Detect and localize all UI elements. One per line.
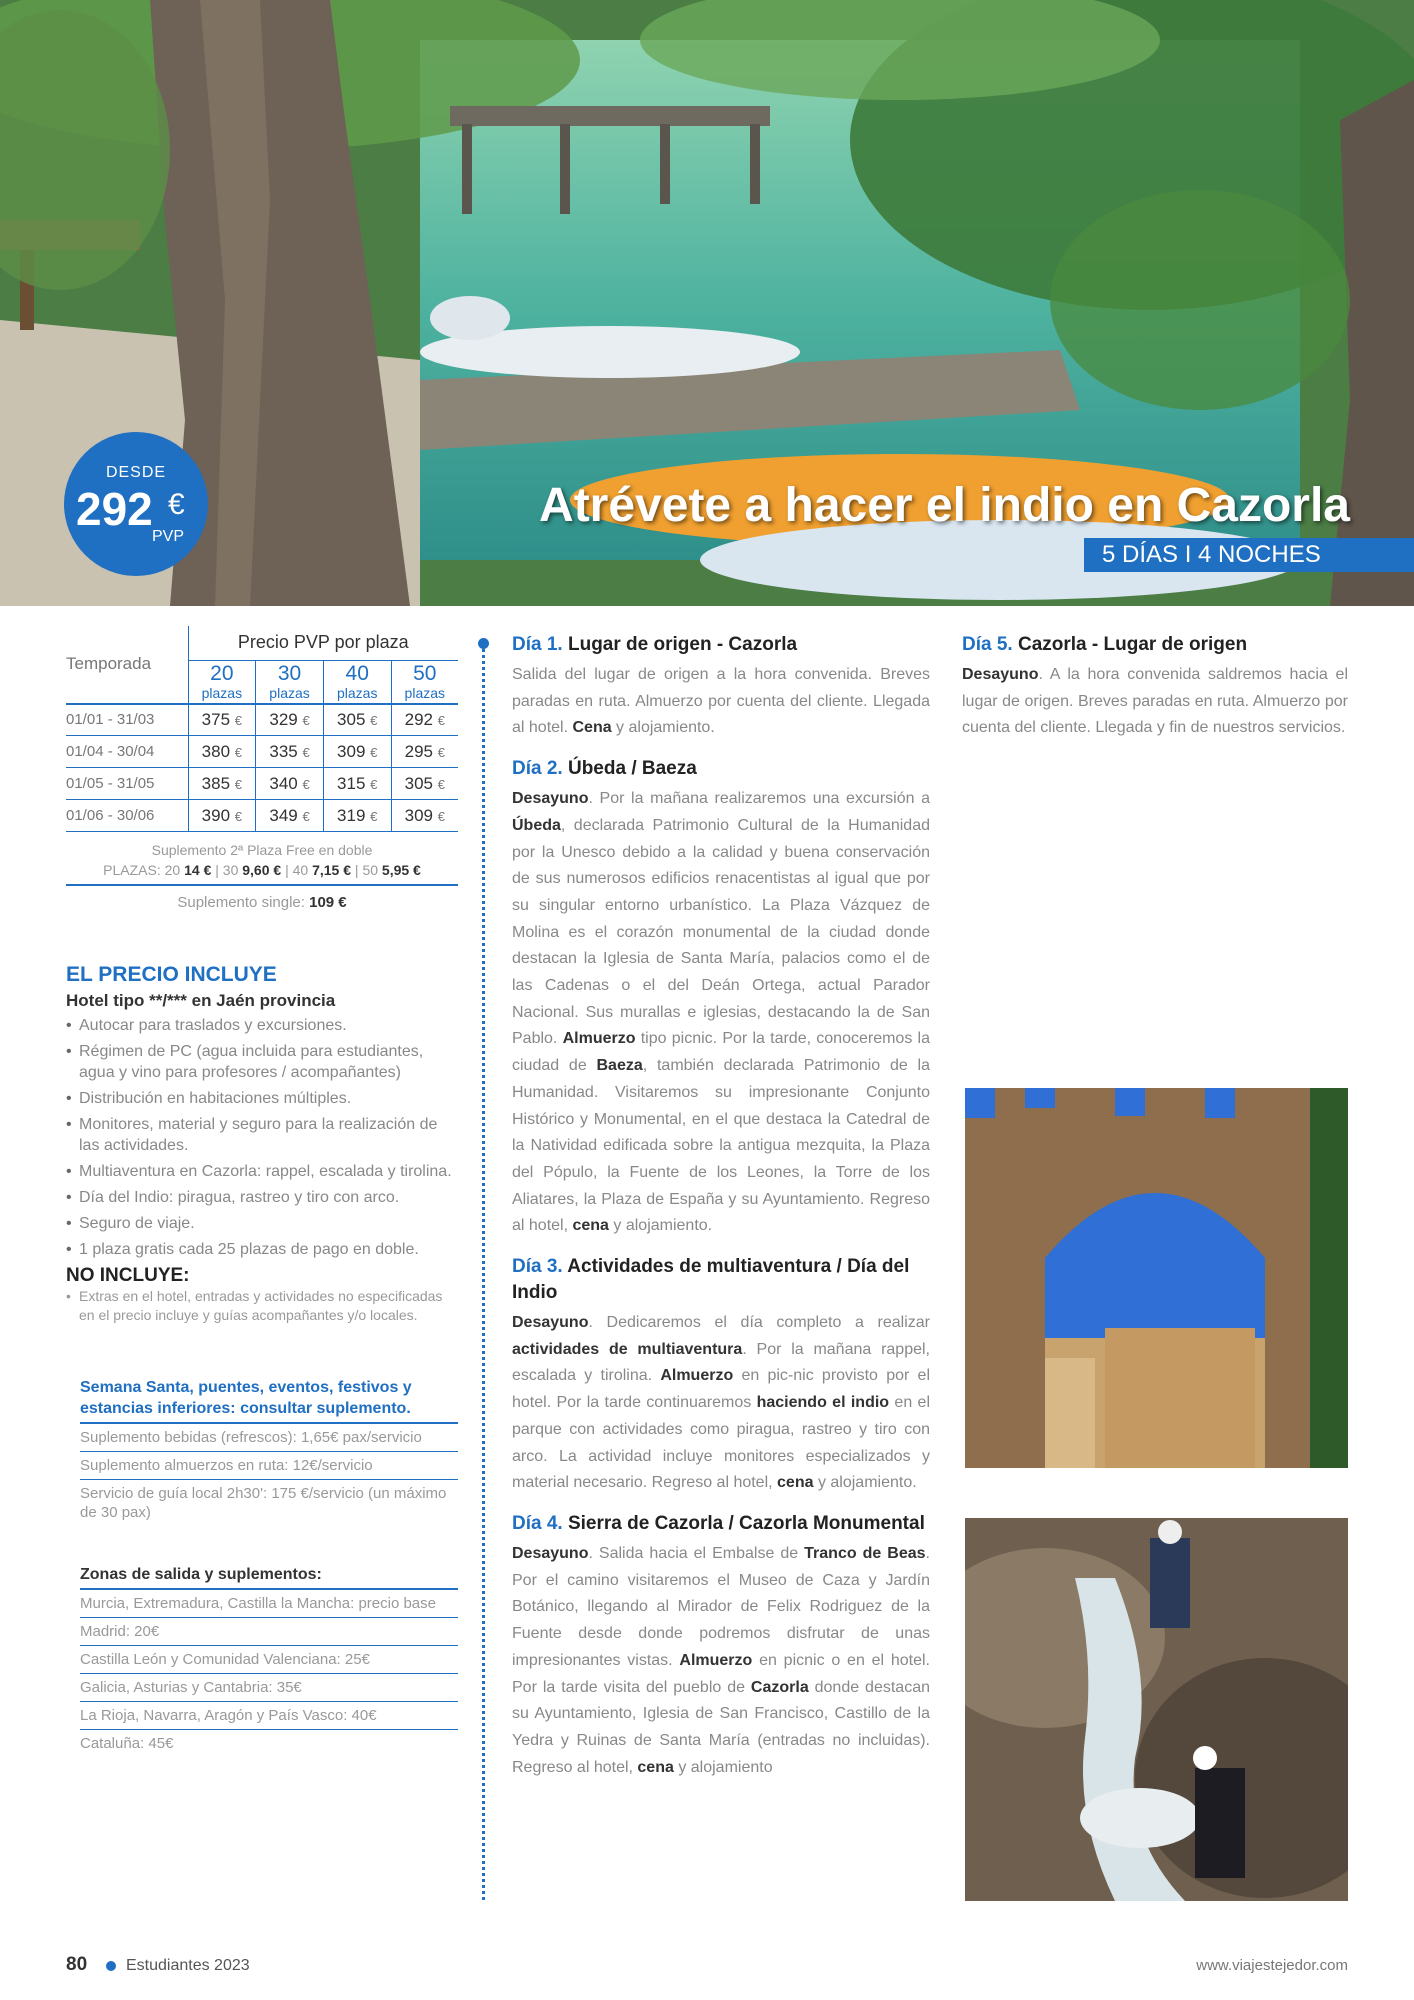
season-header: [66, 626, 188, 704]
table-row: [66, 768, 458, 800]
not-included-title: NO INCLUYE:: [66, 1265, 190, 1286]
column-number: 20: [210, 661, 234, 685]
list-item: • 1 plaza gratis cada 25 plazas de pago en doble.: [66, 1239, 458, 1260]
free-place-supplement: [66, 840, 458, 886]
column-label: plazas: [336, 684, 378, 701]
season-date: 01/05 - 31/05: [66, 768, 188, 800]
column-number: 40: [345, 661, 369, 685]
season-label: Temporada: [66, 654, 152, 674]
departure-zones: [66, 1566, 458, 1757]
plazas-supplement-line: PLAZAS: 20 14 € | 30 9,60 € | 40 7,15 € | 50 5,95 €: [66, 860, 458, 886]
list-item: • Régimen de PC (agua incluida para estudiantes, agua y vino para profesores / acompañantes): [66, 1041, 458, 1083]
badge-amount: 292: [76, 483, 153, 535]
day-description: Desayuno. Salida hacia el Embalse de Tranco de Beas. Por el camino visitaremos el Museo de Caza y Jardín Botánico, llegando al Mirador de Felix Rodriguez de la Fuente desde donde podremos disfrutar de unas impresionantes vistas. Almuerzo en picnic o en el hotel. Por la tarde visita del pueblo de Cazorla donde destacan su Ayuntamiento, Iglesia de San Francisco, Castillo de la Yedra y Ruinas de Santa María (entradas no incluidas). Regreso al hotel, cena y alojamiento: [512, 1544, 930, 1776]
price-cell: 340 €: [256, 768, 324, 800]
price-cell: 315 €: [323, 768, 391, 800]
day-description: Desayuno. Por la mañana realizaremos una excursión a Úbeda, declarada Patrimonio Cultural de la Humanidad por la Unesco debido a la calidad y buena conservación de sus numerosos edificios renacentistas al igual que por su singular entorno urbanístico. La Plaza Vázquez de Molina es el corazón monumental de la ciudad donde destacan la Iglesia de Santa María, palacios como el de las Cadenas o el del Deán Ortega, actual Parador Nacional. Sus murallas e iglesias, destacando la de San Pablo. Almuerzo tipo picnic. Por la tarde, conoceremos la ciudad de Baeza, también declarada Patrimonio de la Humanidad. Visitaremos su impresionante Conjunto Histórico y Monumental, en el que destaca la Catedral de la Natividad edificada sobre la antigua mezquita, la Plaza del Pópulo, la Fuente de los Leones, la Torre de los Aliatares, la Plaza de España y su Ayuntamiento. Regreso al hotel, cena y alojamiento.: [512, 790, 930, 1235]
badge-desde: DESDE: [105, 464, 167, 481]
day-title: Día 1. Lugar de origen - Cazorla: [512, 634, 798, 655]
list-item: • Autocar para traslados y excursiones.: [66, 1015, 458, 1036]
price-table-title: Precio PVP por plaza: [188, 626, 458, 660]
list-item: La Rioja, Navarra, Aragón y País Vasco: 40€: [80, 1702, 458, 1730]
photo-baeza-arch: [965, 1088, 1348, 1468]
price-cell: 335 €: [256, 736, 324, 768]
list-item: • Monitores, material y seguro para la realización de las actividades.: [66, 1114, 458, 1156]
day-title: Día 5. Cazorla - Lugar de origen: [962, 634, 1248, 655]
badge-pvp: PVP: [152, 528, 185, 545]
list-item: Galicia, Asturias y Cantabria: 35€: [80, 1674, 458, 1702]
price-cell: 385 €: [188, 768, 256, 800]
supplements-title: Semana Santa, puentes, eventos, festivos y estancias inferiores: consultar suplemento.: [80, 1377, 458, 1424]
day-title: Día 2. Úbeda / Baeza: [512, 758, 697, 780]
list-item: Servicio de guía local 2h30': 175 €/servicio (un máximo de 30 pax): [80, 1485, 447, 1521]
price-cell: 309 €: [323, 736, 391, 768]
list-item: • Distribución en habitaciones múltiples.: [66, 1088, 458, 1109]
hotel-type: Hotel tipo **/*** en Jaén provincia: [66, 991, 336, 1010]
price-cell: 319 €: [323, 800, 391, 832]
day-1: [512, 632, 930, 742]
right-column: [962, 632, 1348, 756]
includes-title: EL PRECIO INCLUYE: [66, 963, 277, 986]
column-header: [323, 660, 391, 704]
price-table: [66, 626, 458, 832]
list-item: Suplemento almuerzos en ruta: 12€/servicio: [80, 1452, 458, 1480]
price-cell: 309 €: [391, 800, 458, 832]
price-cell: 390 €: [188, 800, 256, 832]
price-cell: 329 €: [256, 704, 324, 736]
column-number: 30: [277, 661, 302, 685]
footer-dot: [106, 1961, 116, 1971]
day-description: Salida del lugar de origen a la hora convenida. Breves paradas en ruta. Almuerzo por cuenta del cliente. Llegada al hotel. Cena y alojamiento.: [512, 666, 930, 737]
day-3: [512, 1254, 930, 1497]
includes-list: [66, 1015, 458, 1260]
left-column: [66, 626, 458, 1757]
column-header: [188, 660, 256, 704]
price-badge: [64, 432, 208, 576]
season-date: 01/06 - 30/06: [66, 800, 188, 832]
column-header: [256, 660, 324, 704]
list-item: • Seguro de viaje.: [66, 1213, 458, 1234]
column-number: 50: [413, 661, 437, 685]
photo-canyoning: [965, 1518, 1348, 1901]
column-label: plazas: [201, 684, 243, 701]
list-item: Cataluña: 45€: [80, 1735, 174, 1752]
day-4: [512, 1511, 930, 1781]
trip-duration: 5 DÍAS I 4 NOCHES: [1084, 538, 1414, 572]
list-item: Madrid: 20€: [80, 1618, 458, 1646]
zones-title: Zonas de salida y suplementos:: [80, 1566, 458, 1590]
day-description: Desayuno. Dedicaremos el día completo a realizar actividades de multiaventura. Por la mañana rappel, escalada y tirolina. Almuerzo en pic-nic provisto por el hotel. Por la tarde continuaremos haciendo el indio en el parque con actividades como piragua, rastreo y tiro con arco. La actividad incluye monitores especializados y material necesario. Regreso al hotel, cena y alojamiento.: [512, 1314, 931, 1492]
dotted-divider: [482, 642, 485, 1900]
price-cell: 295 €: [391, 736, 458, 768]
price-cell: 292 €: [391, 704, 458, 736]
hero-banner: [0, 0, 1414, 606]
single-supplement: Suplemento single: 109 €: [177, 894, 347, 911]
list-item: Suplemento bebidas (refrescos): 1,65€ pax/servicio: [80, 1424, 458, 1452]
day-description: Desayuno. A la hora convenida saldremos hacia el lugar de origen. Breves paradas en ruta. Almuerzo por cuenta del cliente. Llegada y fin de nuestros servicios.: [962, 666, 1348, 737]
publication-name: Estudiantes 2023: [126, 1957, 250, 1974]
website-link[interactable]: www.viajestejedor.com: [1196, 1957, 1348, 1974]
list-item: • Multiaventura en Cazorla: rappel, escalada y tirolina.: [66, 1161, 458, 1182]
table-row: [66, 736, 458, 768]
column-label: plazas: [404, 684, 446, 701]
itinerary-column: [512, 632, 930, 1795]
column-label: plazas: [269, 684, 310, 701]
list-item: • Día del Indio: piragua, rastreo y tiro con arco.: [66, 1187, 458, 1208]
day-2: [512, 756, 930, 1240]
list-item: Castilla León y Comunidad Valenciana: 25€: [80, 1646, 458, 1674]
column-header: [391, 660, 458, 704]
page-title: Atrévete a hacer el indio en Cazorla: [539, 479, 1350, 532]
free-place-label: Suplemento 2ª Plaza Free en doble: [151, 842, 373, 858]
list-item: Murcia, Extremadura, Castilla la Mancha: precio base: [80, 1590, 458, 1618]
table-row: [66, 704, 458, 736]
price-cell: 375 €: [188, 704, 256, 736]
day-title: Día 3. Actividades de multiaventura / Día del Indio: [512, 1256, 910, 1304]
price-cell: 349 €: [256, 800, 324, 832]
season-date: 01/01 - 31/03: [66, 704, 188, 736]
price-cell: 305 €: [323, 704, 391, 736]
day-title: Día 4. Sierra de Cazorla / Cazorla Monumental: [512, 1512, 925, 1534]
not-included-text: • Extras en el hotel, entradas y actividades no especificadas en el precio incluye y guías acompañantes y/o locales.: [66, 1287, 458, 1325]
season-date: 01/04 - 30/04: [66, 736, 188, 768]
table-row: [66, 800, 458, 832]
price-cell: 305 €: [391, 768, 458, 800]
price-cell: 380 €: [188, 736, 256, 768]
page-number: 80: [66, 1954, 88, 1975]
day-5: [962, 632, 1348, 742]
supplements-box: [66, 1377, 458, 1526]
badge-currency: €: [168, 488, 185, 521]
